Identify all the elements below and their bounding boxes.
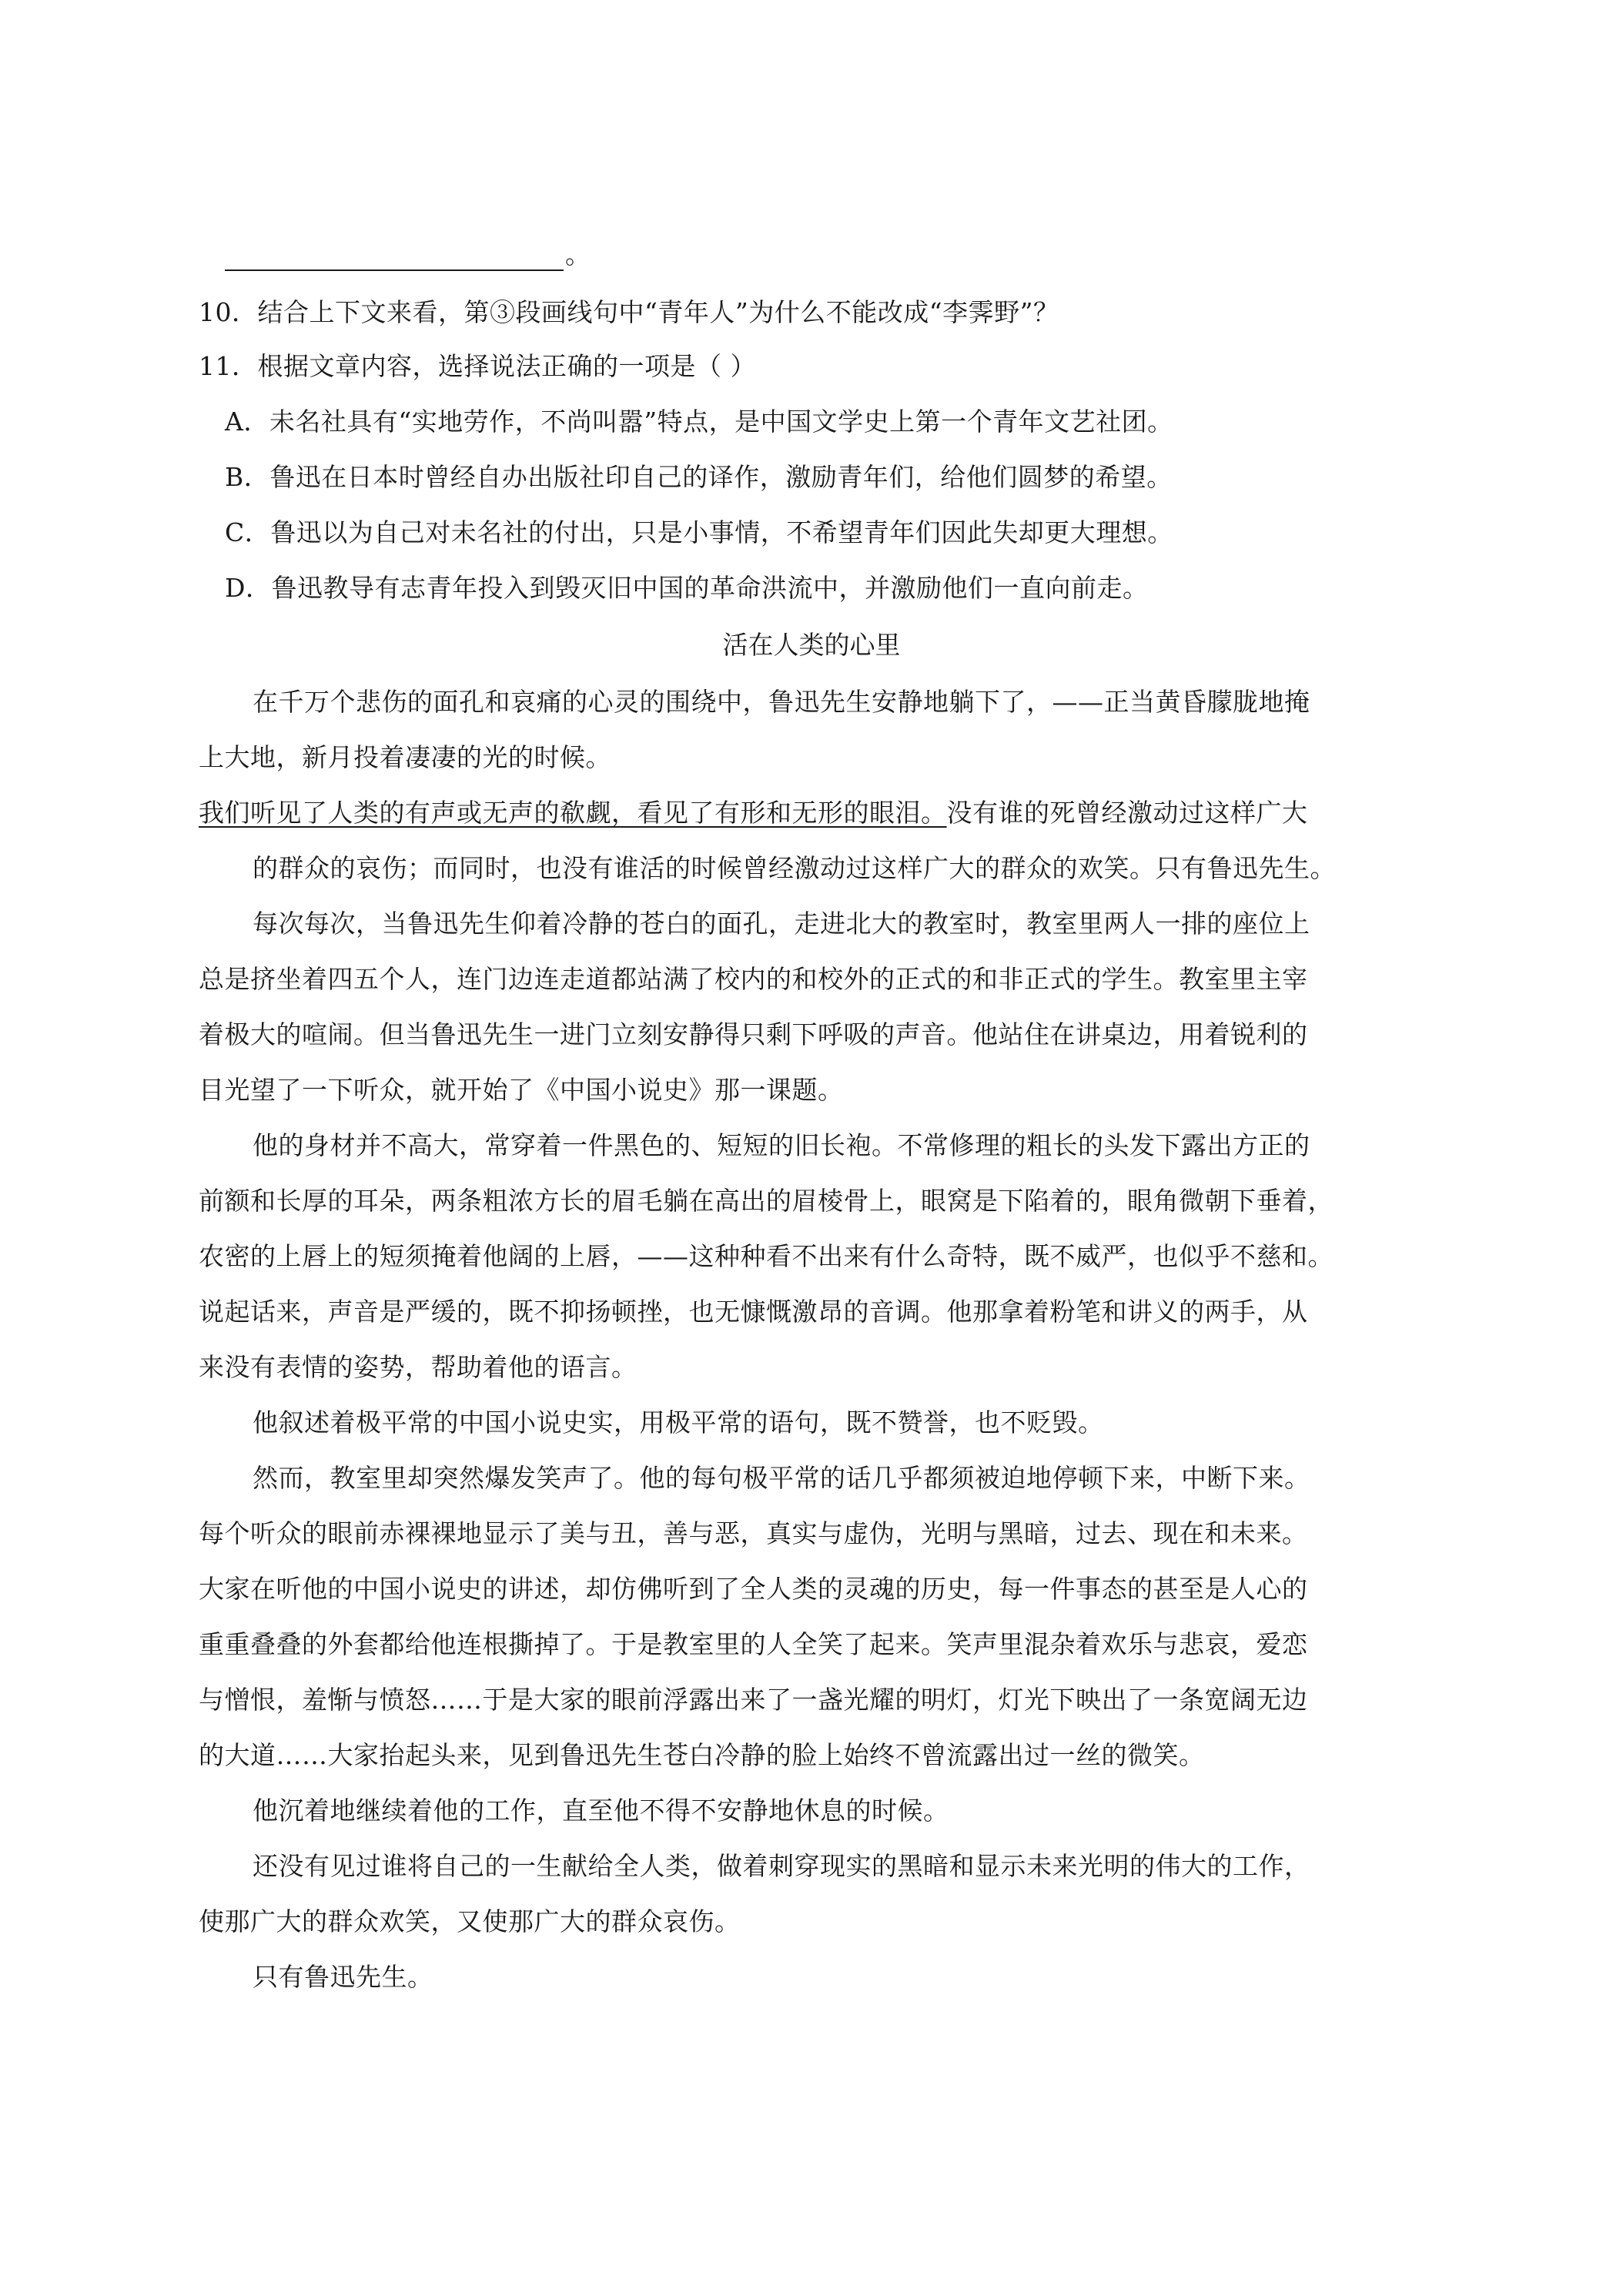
article-line: 着极大的喧闹。但当鲁迅先生一进门立刻安静得只剩下呼吸的声音。他站住在讲桌边，用着锐利的 (199, 1019, 1308, 1049)
article-line: 重重叠叠的外套都给他连根撕掉了。于是教室里的人全笑了起来。笑声里混杂着欢乐与悲哀，爱恋 (199, 1629, 1308, 1659)
article-line: 然而，教室里却突然爆发笑声了。他的每句极平常的话几乎都须被迫地停顿下来，中断下来。 (253, 1463, 1310, 1493)
option-b: B．鲁迅在日本时曾经自办出版社印自己的译作，激励青年们，给他们圆梦的希望。 (225, 462, 1173, 492)
article-line: 他叙述着极平常的中国小说史实，用极平常的语句，既不赞誉，也不贬毁。 (253, 1407, 1104, 1438)
article-line: 每次每次，当鲁迅先生仰着冷静的苍白的面孔，走进北大的教室时，教室里两人一排的座位上 (253, 909, 1310, 939)
article-line-underlined (199, 798, 1308, 828)
article-line-continuation: 没有谁的死曾经激动过这样广大 (946, 798, 1308, 828)
article-line: 在千万个悲伤的面孔和哀痛的心灵的围绕中，鲁迅先生安静地躺下了，——正当黄昏朦胧地掩 (253, 687, 1310, 717)
underlined-sentence: 我们听见了人类的有声或无声的欷觑，看见了有形和无形的眼泪。 (199, 798, 947, 828)
article-line: 说起话来，声音是严缓的，既不抑扬顿挫，也无慷慨激昂的音调。他那拿着粉笔和讲义的两手，从 (199, 1297, 1308, 1327)
blank-underline (225, 246, 564, 271)
option-c: C．鲁迅以为自己对未名社的付出，只是小事情，不希望青年们因此失却更大理想。 (225, 517, 1173, 547)
article-line: 只有鲁迅先生。 (253, 1962, 433, 1992)
article-line: 大家在听他的中国小说史的讲述，却仿佛听到了全人类的灵魂的历史，每一件事态的甚至是人心的 (199, 1574, 1308, 1604)
article-line: 与憎恨，羞惭与愤怒……于是大家的眼前浮露出来了一盏光耀的明灯，灯光下映出了一条宽阔无边 (199, 1685, 1308, 1715)
article-line: 每个听众的眼前赤裸裸地显示了美与丑，善与恶，真实与虚伪，光明与黑暗，过去、现在和未来。 (199, 1518, 1308, 1548)
blank-suffix: 。 (565, 239, 591, 269)
article-line: 使那广大的群众欢笑，又使那广大的群众哀伤。 (199, 1906, 741, 1936)
question-10: 10．结合上下文来看，第③段画线句中“青年人”为什么不能改成“李霁野”？ (199, 297, 1059, 327)
article-line: 总是挤坐着四五个人，连门边连走道都站满了校内的和校外的正式的和非正式的学生。教室里主宰 (199, 964, 1308, 994)
answer-blank (225, 240, 591, 271)
article-line: 上大地，新月投着凄凄的光的时候。 (199, 742, 611, 772)
article-line: 目光望了一下听众，就开始了《中国小说史》那一课题。 (199, 1075, 844, 1105)
article-line: 前额和长厚的耳朵，两条粗浓方长的眉毛躺在高出的眉棱骨上，眼窝是下陷着的，眼角微朝下垂着， (199, 1186, 1334, 1216)
article-line: 他沉着地继续着他的工作，直至他不得不安静地休息的时候。 (253, 1796, 949, 1826)
article-line: 的群众的哀伤；而同时，也没有谁活的时候曾经激动过这样广大的群众的欢笑。只有鲁迅先生。 (253, 853, 1336, 883)
question-11: 11．根据文章内容，选择说法正确的一项是（ ） (199, 351, 756, 381)
article-line: 他的身材并不高大，常穿着一件黑色的、短短的旧长袍。不常修理的粗长的头发下露出方正的 (253, 1130, 1310, 1160)
article-line: 来没有表情的姿势，帮助着他的语言。 (199, 1352, 637, 1382)
article-title: 活在人类的心里 (722, 630, 901, 660)
article-line: 农密的上唇上的短须掩着他阔的上唇，——这种种看不出来有什么奇特，既不威严，也似乎不慈和。 (199, 1241, 1334, 1271)
option-a: A．未名社具有“实地劳作，不尚叫嚣”特点，是中国文学史上第一个青年文艺社团。 (225, 407, 1173, 437)
option-d: D．鲁迅教导有志青年投入到毁灭旧中国的革命洪流中，并激励他们一直向前走。 (225, 573, 1149, 603)
article-line: 还没有见过谁将自己的一生献给全人类，做着刺穿现实的黑暗和显示未来光明的伟大的工作， (253, 1851, 1310, 1881)
article-line: 的大道……大家抬起头来，见到鲁迅先生苍白冷静的脸上始终不曾流露出过一丝的微笑。 (199, 1740, 1205, 1770)
